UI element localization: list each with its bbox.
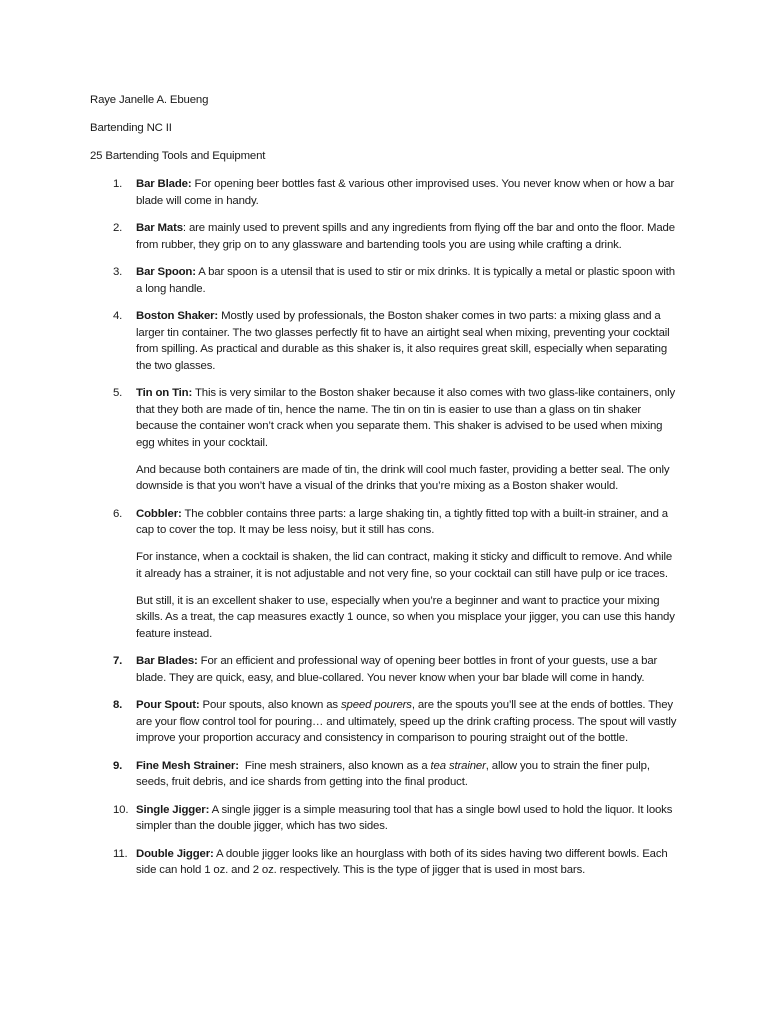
item-text: This is very similar to the Boston shaker because it also comes with two glass-like containers, only that they both are made of tin, hence the name. The tin on tin is easier to use than a glass on tin shaker because the container won’t crack when you separate them. This shaker is advised to be used when mixing egg whites in your cocktail. [136, 387, 676, 449]
item-number: 2. [113, 222, 123, 234]
list-item-fine-mesh-strainer [90, 758, 680, 791]
list-item-tin-on-tin [90, 385, 680, 495]
item-paragraph [136, 308, 680, 374]
item-number: 7. [113, 655, 123, 667]
tools-list [90, 176, 680, 879]
list-item-boston-shaker [90, 308, 680, 374]
item-term: Tin on Tin: [136, 387, 193, 399]
item-term: Fine Mesh Strainer: [136, 759, 239, 772]
item-emphasis: speed pourers [340, 699, 412, 711]
list-item-bar-blades [90, 653, 680, 686]
item-paragraph: And because both containers are made of tin, the drink will cool much faster, providing a better seal. The only downside is that you won’t have a visual of the drinks that you’re mixing as a Boston shaker would. [136, 463, 670, 492]
item-paragraph [136, 758, 680, 791]
item-term: Bar Mats [136, 222, 183, 234]
item-text: Mostly used by professionals, the Boston shaker comes in two parts: a mixing glass and a larger tin container. The two glasses perfectly fit to have an airtight seal when mixing, preventing your cocktail from spilling. As practical and durable as this shaker is, it also requires great skill, especially when separating the two glasses. [136, 310, 670, 372]
item-text: A bar spoon is a utensil that is used to stir or mix drinks. It is typically a metal or plastic spoon with a long handle. [136, 266, 675, 295]
item-term: Pour Spout: [136, 699, 200, 711]
item-text: , allow you to strain the finer pulp, seeds, fruit debris, and ice shards from getting into the final product. [136, 759, 650, 788]
item-term: Cobbler: [136, 507, 182, 520]
item-text: For opening beer bottles fast & various other improvised uses. You never know when or how a bar blade will come in handy. [136, 178, 675, 207]
author-name: Raye Janelle A. Ebueng [90, 94, 209, 106]
item-paragraph [136, 264, 680, 297]
item-intro: Fine mesh strainers, also known as a [244, 759, 428, 772]
list-item-bar-spoon [90, 264, 680, 297]
item-number: 4. [113, 310, 123, 322]
item-text: , are the spouts you’ll see at the ends of bottles. They are your flow control tool for pouring… and ultimately, speed up the drink crafting process. The spout will vastly improve your proportion accuracy and consistency in comparison to pouring straight out of the bottle. [136, 699, 677, 744]
list-item-pour-spout [90, 697, 680, 747]
list-item-bar-mats [90, 220, 680, 253]
list-item-double-jigger [90, 846, 680, 879]
item-emphasis: tea strainer [430, 759, 486, 772]
item-paragraph: For instance, when a cocktail is shaken, the lid can contract, making it sticky and difficult to remove. And while it already has a strainer, it is not adjustable and not very fine, so your cocktail can still have pulp or ice traces. [136, 551, 673, 580]
item-number: 9. [113, 759, 123, 772]
item-number: 6. [113, 507, 123, 520]
item-paragraph [136, 697, 680, 747]
item-text: A double jigger looks like an hourglass with both of its sides having two different bowls. Each side can hold 1 oz. and 2 oz. respectively. This is the type of jigger that is used in most bars. [136, 847, 668, 876]
item-paragraph [136, 653, 680, 686]
item-paragraph [136, 220, 680, 253]
item-paragraph [136, 176, 680, 209]
item-text: A single jigger is a simple measuring tool that has a single bowl used to hold the liquor. It looks simpler than the double jigger, which has two sides. [136, 803, 673, 832]
item-text: The cobbler contains three parts: a large shaking tin, a tightly fitted top with a built-in strainer, and a cap to cover the top. It may be less noisy, but it still has cons. [136, 507, 668, 536]
item-paragraph [136, 385, 680, 451]
item-number: 11. [113, 847, 128, 860]
course-name: Bartending NC II [90, 122, 172, 134]
list-item-single-jigger [90, 802, 680, 835]
item-number: 1. [113, 178, 123, 190]
item-paragraph: But still, it is an excellent shaker to use, especially when you’re a beginner and want to practice your mixing skills. As a treat, the cap measures exactly 1 ounce, so when you misplace your jigger, you can use this handy feature instead. [136, 594, 675, 640]
item-term: Bar Blades: [136, 655, 198, 667]
item-intro: Pour spouts, also known as [202, 699, 338, 711]
item-term: Bar Spoon: [136, 266, 196, 278]
list-item-cobbler [90, 506, 680, 643]
item-text: : are mainly used to prevent spills and any ingredients from flying off the bar and onto the floor. Made from rubber, they grip on to any glassware and bartending tools you are using while crafting a drink. [136, 222, 675, 251]
item-number: 3. [113, 266, 123, 278]
item-number: 8. [113, 699, 123, 711]
item-term: Double Jigger: [136, 847, 214, 860]
item-text: For an efficient and professional way of opening beer bottles in front of your guests, use a bar blade. They are quick, easy, and blue-collared. You never know when your bar blade will come in handy. [136, 655, 658, 684]
item-number: 5. [113, 387, 123, 399]
item-term: Bar Blade: [136, 178, 192, 190]
item-paragraph [136, 846, 680, 879]
list-item-bar-blade [90, 176, 680, 209]
item-paragraph [136, 506, 680, 539]
document-body [90, 92, 680, 890]
item-paragraph [136, 802, 680, 835]
item-term: Boston Shaker: [136, 310, 219, 322]
item-term: Single Jigger: [136, 803, 210, 816]
item-number: 10. [113, 803, 129, 816]
document-title: 25 Bartending Tools and Equipment [90, 150, 266, 162]
